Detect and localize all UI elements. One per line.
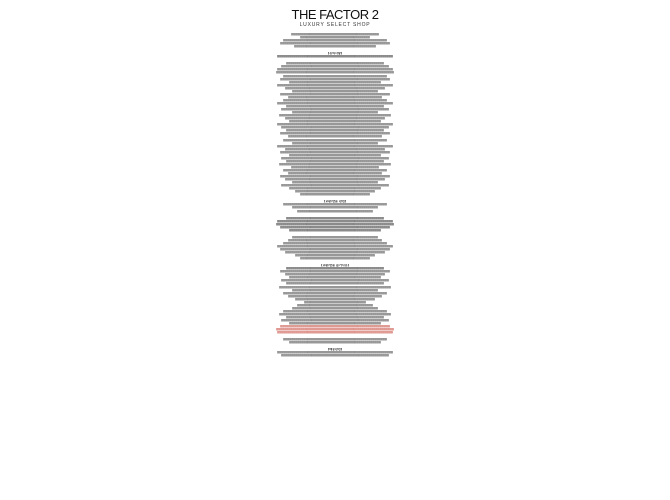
notice-line: ▒▒▒▒▒▒▒▒▒▒▒▒▒▒▒▒▒▒▒▒▒▒▒▒▒▒▒▒▒▒▒▒▒▒▒▒▒▒▒▒▒▒▒▒▒▒▒▒▒▒▒▒ bbox=[283, 338, 387, 342]
notice-line: ▒▒▒▒▒▒▒▒▒▒▒▒▒▒▒▒▒▒▒▒▒▒▒▒▒▒▒▒▒▒▒▒▒▒▒▒▒▒▒▒▒▒▒▒▒▒▒▒▒▒▒▒▒▒ bbox=[281, 108, 389, 112]
section-heading: [교환/반품 관련] bbox=[323, 200, 347, 204]
notice-text-block bbox=[228, 33, 442, 498]
notice-line: ▒▒▒▒▒▒▒▒▒▒▒▒▒▒▒▒▒▒▒▒▒▒▒▒▒▒▒▒▒▒▒▒▒▒▒▒▒▒▒▒▒▒▒▒▒▒▒▒▒▒▒▒▒▒ bbox=[281, 126, 389, 130]
notice-line: ▒▒▒▒▒▒▒▒▒▒▒▒▒▒▒▒▒▒▒▒▒▒▒▒▒▒▒▒▒▒▒▒▒▒▒▒▒▒▒▒▒▒▒▒▒▒▒▒▒▒▒▒▒▒▒▒ bbox=[279, 114, 391, 118]
notice-line: ▒▒▒▒▒▒▒▒▒▒▒▒▒▒▒▒▒▒▒▒▒▒▒▒▒▒▒▒▒▒▒▒▒▒▒▒▒▒▒▒▒▒▒▒▒▒▒▒▒▒▒▒▒▒▒▒▒▒▒ bbox=[276, 71, 394, 75]
notice-line: ▒▒▒▒▒▒▒▒▒▒▒▒▒▒▒▒▒▒▒▒▒▒▒▒▒▒▒▒▒▒▒▒▒▒▒▒▒▒▒▒▒▒▒▒▒▒▒▒▒▒▒▒▒▒▒▒▒▒ bbox=[277, 144, 393, 148]
notice-line: ▒▒▒▒▒▒▒▒▒▒▒▒▒▒▒▒▒▒▒▒▒▒▒▒▒▒▒▒▒▒▒▒▒▒▒▒▒▒▒▒▒▒▒▒▒▒▒▒▒ bbox=[286, 104, 384, 108]
notice-line: ▒▒▒▒▒▒▒▒▒▒▒▒▒▒▒▒▒▒▒▒▒▒▒▒▒▒▒▒▒▒▒▒▒▒▒▒▒▒▒▒▒▒▒▒▒▒▒▒▒▒▒▒▒▒▒▒▒▒ bbox=[277, 123, 393, 127]
notice-line: ▒▒▒▒▒▒▒▒▒▒▒▒▒▒▒▒▒▒▒▒▒▒▒▒▒▒▒▒▒▒▒▒▒▒▒▒▒▒▒▒▒▒▒▒▒▒▒▒▒▒▒▒▒▒▒▒ bbox=[279, 162, 391, 166]
notice-line: ▒▒▒▒▒▒▒▒▒▒▒▒▒▒▒▒▒▒▒▒▒▒▒▒▒▒▒▒▒▒▒▒▒▒▒▒▒▒▒▒▒▒▒▒▒▒▒▒▒▒▒▒▒▒▒▒▒▒ bbox=[277, 83, 393, 87]
notice-line: ▒▒▒▒▒▒▒▒▒▒▒▒▒▒▒▒▒▒▒▒▒▒▒▒▒▒▒▒▒▒▒▒▒▒▒▒▒▒▒▒▒▒▒▒▒▒▒▒▒▒▒▒ bbox=[283, 138, 387, 142]
notice-line: ▒▒▒▒▒▒▒▒▒▒▒▒▒▒▒▒▒▒▒▒▒▒▒▒▒▒▒▒▒▒▒▒▒▒▒▒▒▒▒▒▒▒▒▒▒▒▒▒▒▒▒▒▒▒▒ bbox=[280, 248, 390, 251]
brand-title: THE FACTOR 2 bbox=[291, 7, 379, 22]
notice-line: ▒▒▒▒▒▒▒▒▒▒▒▒▒▒▒▒▒▒▒▒▒▒▒▒▒▒▒▒▒▒▒▒▒▒▒▒▒▒▒▒▒▒▒▒▒▒▒▒▒▒▒▒▒▒ bbox=[281, 319, 389, 323]
notice-line: ▒▒▒▒▒▒▒▒▒▒▒▒▒▒▒▒▒▒▒▒▒▒▒▒▒▒▒▒▒▒▒▒▒▒▒▒▒▒▒▒▒▒▒▒▒▒▒ bbox=[288, 95, 382, 99]
notice-line: ▒▒▒▒▒▒▒▒▒▒▒▒▒▒▒▒▒▒▒▒▒▒▒▒▒▒▒▒▒▒▒▒▒▒▒▒▒▒▒▒▒▒▒▒▒▒▒▒▒▒▒▒▒▒▒ bbox=[280, 175, 390, 179]
notice-line: ▒▒▒▒▒▒▒▒▒▒▒▒▒▒▒▒▒▒▒▒▒▒▒▒▒▒▒▒▒▒▒▒▒▒▒▒▒▒▒▒▒▒▒▒ bbox=[291, 33, 379, 36]
notice-line: ▒▒▒▒▒▒▒▒▒▒▒▒▒▒▒▒▒▒▒▒▒▒▒▒▒▒▒▒▒▒▒▒▒▒▒▒▒▒▒▒▒▒▒▒▒▒▒▒▒▒▒▒ bbox=[283, 98, 387, 102]
notice-line: ▒▒▒▒▒▒▒▒▒▒▒▒▒▒▒▒▒▒▒▒▒▒▒▒▒▒▒▒▒▒▒▒▒▒▒▒▒▒▒▒▒▒▒▒▒▒▒▒▒ bbox=[286, 159, 384, 163]
notice-line: ▒▒▒▒▒▒▒▒▒▒▒▒▒▒▒▒▒▒▒▒▒▒▒▒▒▒▒▒▒▒▒▒▒▒▒▒▒▒▒▒▒▒▒▒▒▒▒ bbox=[288, 172, 382, 176]
brand-subtitle: LUXURY SELECT SHOP bbox=[299, 22, 371, 28]
notice-line: ▒▒▒▒▒▒▒▒▒▒▒▒▒▒▒▒▒▒▒▒▒▒▒▒▒▒▒▒▒▒▒▒▒▒▒▒▒▒▒▒▒▒▒▒▒▒▒▒▒▒ bbox=[285, 86, 385, 90]
notice-line: ▒▒▒▒▒▒▒▒▒▒▒▒▒▒▒▒▒▒▒▒▒▒▒▒▒▒▒▒▒▒▒▒▒▒▒▒▒▒▒▒▒▒▒ bbox=[292, 306, 378, 310]
notice-line: ▒▒▒▒▒▒▒▒▒▒▒▒▒▒▒▒▒▒▒▒▒▒▒▒▒▒▒▒▒▒▒▒▒▒▒▒▒▒▒▒▒▒▒▒▒▒▒ bbox=[288, 238, 382, 242]
notice-line: ▒▒▒▒▒▒▒▒▒▒▒▒▒▒▒▒▒▒▒▒▒▒▒▒▒▒▒▒▒▒▒▒▒▒▒▒▒▒▒▒▒▒▒ bbox=[292, 206, 378, 210]
notice-line: ▒▒▒▒▒▒▒▒▒▒▒▒▒▒▒▒▒▒▒▒▒▒▒▒▒▒▒▒▒▒▒▒▒▒▒▒▒▒▒▒ bbox=[295, 297, 375, 301]
notice-line: ▒▒▒▒▒▒▒▒▒▒▒▒▒▒▒▒▒▒▒▒▒▒▒▒▒▒▒▒▒▒▒▒▒▒▒▒▒▒▒▒▒▒▒▒▒▒▒▒▒▒▒▒ bbox=[283, 203, 387, 207]
notice-line: ▒▒▒▒▒▒▒▒▒▒▒▒▒▒▒▒▒▒▒▒▒▒▒▒▒▒▒▒▒▒▒▒▒▒▒▒▒▒▒▒▒▒▒▒▒▒▒▒▒▒▒▒▒▒▒▒▒▒ bbox=[277, 351, 393, 355]
notice-line: ▒▒▒▒▒▒▒▒▒▒▒▒▒▒▒▒▒▒▒▒▒▒▒▒▒▒▒▒▒▒▒▒▒▒▒▒▒▒▒▒▒▒▒ bbox=[292, 181, 378, 185]
notice-line: ▒▒▒▒▒▒▒▒▒▒▒▒▒▒▒▒▒▒▒▒▒▒▒▒▒▒▒▒▒▒▒▒▒▒▒▒▒▒ bbox=[297, 303, 373, 307]
notice-line: ▒▒▒▒▒▒▒▒▒▒▒▒▒▒▒▒▒▒▒▒▒▒▒▒▒▒▒▒▒▒▒▒▒▒▒▒▒▒▒▒▒▒▒▒▒▒ bbox=[289, 276, 381, 280]
notice-line: ▒▒▒▒▒▒▒▒▒▒▒▒▒▒▒▒▒▒▒▒▒▒▒▒▒▒▒▒▒▒▒▒▒▒▒▒▒▒▒▒▒▒▒▒▒▒▒▒▒▒▒▒▒▒▒ bbox=[280, 92, 390, 96]
section-heading: [배송관련] bbox=[327, 348, 343, 352]
notice-line: ▒▒▒▒▒▒▒▒▒▒▒▒▒▒▒▒▒▒▒▒▒▒▒▒▒▒▒▒▒▒▒▒▒▒▒▒▒▒▒▒▒▒▒▒▒▒▒ bbox=[288, 294, 382, 298]
notice-line: ▒▒▒▒▒▒▒▒▒▒▒▒▒▒▒▒▒▒▒▒▒▒▒▒▒▒▒▒▒▒▒▒▒▒▒ bbox=[300, 257, 370, 261]
notice-line: ▒▒▒▒▒▒▒▒▒▒▒▒▒▒▒▒▒▒▒▒▒▒▒▒▒▒▒▒▒▒▒▒▒▒▒▒▒▒▒▒▒▒▒▒▒▒▒▒▒▒▒▒▒▒▒ bbox=[280, 150, 390, 154]
notice-line: ▒▒▒▒▒▒▒▒▒▒▒▒▒▒▒▒▒▒▒▒▒▒▒▒▒▒▒▒▒▒▒▒▒▒▒▒▒▒ bbox=[297, 209, 373, 213]
notice-line: ▒▒▒▒▒▒▒▒▒▒▒▒▒▒▒▒▒▒▒▒▒▒▒▒▒▒▒▒▒▒▒▒▒▒▒▒▒▒▒▒▒▒▒▒▒▒▒▒▒▒▒▒ bbox=[283, 168, 387, 172]
notice-line: ▒▒▒▒▒▒▒▒▒▒▒▒▒▒▒▒▒▒▒▒▒▒▒▒▒▒▒▒▒▒▒▒▒▒▒▒▒▒▒▒▒▒▒▒▒▒ bbox=[289, 80, 381, 84]
notice-line: ▒▒▒▒▒▒▒▒▒▒▒▒▒▒▒▒▒▒▒▒▒▒▒▒▒▒▒▒▒▒▒▒▒▒▒▒▒▒▒▒▒▒▒▒▒▒▒▒▒▒▒▒▒▒▒▒▒▒ bbox=[277, 55, 393, 59]
notice-line: ▒▒▒▒▒▒▒▒▒▒▒▒▒▒▒▒▒▒▒▒▒▒▒▒▒▒▒▒▒▒▒▒▒▒▒▒▒▒▒▒▒▒▒▒▒▒▒▒▒▒▒▒▒▒▒▒▒▒ bbox=[277, 244, 393, 248]
notice-line: ▒▒▒▒▒▒▒▒▒▒▒▒▒▒▒▒▒▒▒▒▒▒▒▒▒▒▒▒▒▒▒▒▒▒▒▒▒▒▒▒▒▒▒▒▒▒▒▒▒▒▒▒ bbox=[283, 309, 387, 313]
notice-line: ▒▒▒▒▒▒▒▒▒▒▒▒▒▒▒▒▒▒▒▒▒▒▒▒▒▒▒▒▒▒▒▒▒▒▒▒▒▒▒▒▒▒▒▒▒▒ bbox=[289, 187, 381, 191]
notice-line: ▒▒▒▒▒▒▒▒▒▒▒▒▒▒▒▒▒▒▒▒▒▒▒▒▒▒▒▒▒▒▒▒▒▒▒▒▒▒▒▒▒▒▒▒▒▒▒▒▒ bbox=[286, 282, 384, 286]
notice-line: ▒▒▒▒▒▒▒▒▒▒▒▒▒▒▒▒▒▒▒▒▒▒▒▒▒▒▒▒▒▒▒▒▒▒▒▒▒▒▒▒▒▒▒▒▒▒▒▒▒▒▒▒▒▒▒ bbox=[280, 270, 390, 274]
notice-line: ▒▒▒▒▒▒▒▒▒▒▒▒▒▒▒▒▒▒▒▒▒▒▒▒▒▒▒▒▒▒▒▒▒▒▒▒▒▒▒▒▒▒▒▒▒▒▒▒▒▒▒▒▒▒ bbox=[281, 354, 389, 358]
notice-line: ▒▒▒▒▒▒▒▒▒▒▒▒▒▒▒▒▒▒▒▒▒▒▒▒▒▒▒▒▒▒▒▒▒▒▒▒▒▒▒▒▒▒▒▒▒▒▒ bbox=[288, 135, 382, 139]
notice-line: ▒▒▒▒▒▒▒▒▒▒▒▒▒▒▒▒▒▒▒▒▒▒▒▒▒▒▒▒▒▒▒▒▒▒▒▒▒▒▒▒▒▒▒▒▒▒ bbox=[289, 228, 381, 232]
notice-line: ▒▒▒▒▒▒▒▒▒▒▒▒▒▒▒▒▒▒▒▒▒▒▒▒▒▒▒▒▒▒▒▒▒▒▒▒▒▒▒▒▒▒▒ bbox=[292, 141, 378, 145]
notice-line: ▒▒▒▒▒▒▒▒▒▒▒▒▒▒▒▒▒▒▒▒▒▒▒▒▒▒▒▒▒▒▒▒▒▒▒▒▒▒▒▒ bbox=[295, 190, 375, 194]
notice-line: ▒▒▒▒▒▒▒▒▒▒▒▒▒▒▒▒▒▒▒▒▒▒▒▒▒▒▒▒▒▒▒▒▒▒▒▒▒▒▒▒▒▒▒▒▒▒▒▒▒▒▒▒▒▒▒ bbox=[280, 225, 390, 229]
notice-line: ▒▒▒▒▒▒▒▒▒▒▒▒▒▒▒▒▒▒▒▒▒▒▒▒▒▒▒▒▒▒▒▒▒▒▒▒▒▒▒▒▒▒▒▒▒▒ bbox=[289, 322, 381, 326]
notice-line: ▒▒▒▒▒▒▒▒▒▒▒▒▒▒▒▒▒▒▒▒▒▒▒▒▒▒▒▒▒▒▒▒▒▒▒▒▒▒▒▒▒▒▒▒▒▒▒▒▒ bbox=[286, 129, 384, 133]
notice-line: ▒▒▒▒▒▒▒▒▒▒▒▒▒▒▒▒▒▒▒▒▒▒▒▒▒▒▒▒▒▒▒▒▒▒▒▒▒▒▒▒▒▒▒▒▒▒▒▒▒▒▒▒▒▒▒ bbox=[280, 132, 390, 136]
notice-line: ▒▒▒▒▒▒▒▒▒▒▒▒▒▒▒▒▒▒▒▒▒▒▒▒▒▒▒▒▒▒▒▒▒▒▒▒▒▒▒▒▒▒▒▒ bbox=[291, 165, 379, 169]
notice-line: ▒▒▒▒▒▒▒▒▒▒▒▒▒▒▒▒▒▒▒▒▒▒▒▒▒▒▒▒▒▒▒▒▒▒▒▒▒▒▒▒▒▒▒▒▒▒▒▒▒ bbox=[286, 315, 384, 319]
notice-line: ▒▒▒▒▒▒▒▒▒▒▒▒▒▒▒▒▒▒▒▒▒▒▒▒▒▒▒▒▒▒▒▒▒▒▒▒▒▒▒▒▒▒▒▒▒▒▒▒▒ bbox=[286, 267, 384, 271]
notice-line: ▒▒▒▒▒▒▒▒▒▒▒▒▒▒▒▒▒▒▒▒▒▒▒▒▒▒▒▒▒▒▒▒▒▒▒▒▒▒▒▒ bbox=[295, 254, 375, 258]
notice-line: ▒▒▒▒▒▒▒▒▒▒▒▒▒▒▒▒▒▒▒▒▒▒▒▒▒▒▒▒▒▒▒▒▒▒▒▒▒▒▒▒▒▒▒▒▒▒▒▒▒▒ bbox=[285, 178, 385, 182]
notice-line: ▒▒▒▒▒▒▒▒▒▒▒▒▒▒▒▒▒▒▒▒▒▒▒▒▒▒▒▒▒▒▒▒▒▒▒▒▒▒▒▒▒▒▒▒▒▒▒▒▒▒▒▒ bbox=[283, 241, 387, 245]
notice-line: ▒▒▒▒▒▒▒▒▒▒▒▒▒▒▒▒▒▒▒▒▒▒▒▒▒▒▒▒▒▒▒▒▒▒▒▒▒▒▒▒▒▒▒▒▒▒ bbox=[289, 341, 381, 345]
notice-line: ▒▒▒▒▒▒▒▒▒▒▒▒▒▒▒▒▒▒▒▒▒▒▒▒▒▒▒▒▒▒▒▒▒▒▒▒▒▒▒▒▒ bbox=[294, 45, 376, 49]
notice-line: ▒▒▒▒▒▒▒▒▒▒▒▒▒▒▒▒▒▒▒▒▒▒▒▒▒▒▒▒▒▒▒▒▒▒▒▒▒▒▒▒▒▒▒▒▒▒▒▒▒▒▒▒▒▒▒▒▒▒▒ bbox=[276, 222, 394, 226]
notice-line: ▒▒▒▒▒▒▒▒▒▒▒▒▒▒▒▒▒▒▒▒▒▒▒▒▒▒▒▒▒▒▒▒▒▒▒▒▒▒▒▒▒▒▒ bbox=[292, 111, 378, 115]
notice-line: ▒▒▒▒▒▒▒▒▒▒▒▒▒▒▒▒▒▒▒▒▒▒▒▒▒▒▒▒▒▒▒▒▒▒▒▒▒▒▒▒▒▒▒▒▒▒ bbox=[289, 153, 381, 157]
notice-line: ▒▒▒▒▒▒▒▒▒▒▒▒▒▒▒▒▒▒▒▒▒▒▒▒▒▒▒▒▒▒▒▒▒▒▒▒▒▒▒▒▒▒▒▒▒▒▒▒▒▒▒▒ bbox=[283, 74, 387, 78]
notice-line: ▒▒▒▒▒▒▒▒▒▒▒▒▒▒▒▒▒▒▒▒▒▒▒▒▒▒▒▒▒▒▒▒▒▒▒▒▒▒▒▒▒▒▒▒▒▒▒▒▒▒▒▒▒▒▒ bbox=[280, 77, 390, 81]
notice-line: ▒▒▒▒▒▒▒▒▒▒▒▒▒▒▒▒▒▒▒▒▒▒▒▒▒▒▒▒▒▒▒▒▒▒▒▒▒▒▒▒▒▒▒▒▒▒▒▒▒▒▒▒ bbox=[283, 39, 387, 43]
notice-line-red: ▒▒▒▒▒▒▒▒▒▒▒▒▒▒▒▒▒▒▒▒▒▒▒▒▒▒▒▒▒▒▒▒▒▒▒▒▒▒▒▒▒▒▒▒▒▒▒▒▒▒▒▒▒▒▒▒▒▒▒ bbox=[276, 328, 394, 332]
notice-line: ▒▒▒▒▒▒▒▒▒▒▒▒▒▒▒▒▒▒▒▒▒▒▒▒▒▒▒▒▒▒▒▒▒▒▒▒▒▒▒▒▒▒▒▒▒▒▒▒▒ bbox=[286, 216, 384, 220]
notice-line: ▒▒▒▒▒▒▒▒▒▒▒▒▒▒▒▒▒▒▒▒▒▒▒▒▒▒▒▒▒▒▒▒▒▒▒▒▒▒▒▒▒▒▒▒▒▒▒▒▒▒▒▒▒▒ bbox=[281, 279, 389, 283]
notice-line: ▒▒▒▒▒▒▒▒▒▒▒▒▒▒▒▒▒▒▒▒▒▒▒▒▒▒▒▒▒▒▒▒▒▒▒▒▒▒▒▒▒▒▒ bbox=[292, 288, 378, 292]
notice-line: ▒▒▒▒▒▒▒▒▒▒▒▒▒▒▒▒▒▒▒▒▒▒▒▒▒▒▒▒▒▒▒▒▒▒▒▒▒▒▒▒▒▒▒▒▒▒▒▒▒▒▒▒▒▒▒▒▒▒ bbox=[277, 219, 393, 223]
notice-line: ▒▒▒▒▒▒▒▒▒▒▒▒▒▒▒▒▒▒▒▒▒▒▒▒▒▒▒▒▒▒▒▒▒▒▒▒▒▒▒▒▒▒▒▒▒▒▒▒▒▒▒▒▒▒ bbox=[281, 156, 389, 160]
notice-line: ▒▒▒▒▒▒▒▒▒▒▒▒▒▒▒▒▒▒▒▒▒▒▒▒▒▒▒▒▒▒▒▒▒▒▒▒▒▒▒▒▒▒▒▒▒▒▒▒▒ bbox=[286, 62, 384, 66]
notice-line: ▒▒▒▒▒▒▒▒▒▒▒▒▒▒▒▒▒▒▒▒▒▒▒▒▒▒▒▒▒▒▒▒▒▒▒▒▒▒▒▒▒▒▒▒▒▒▒▒▒▒ bbox=[285, 251, 385, 255]
section-heading: [교환/반품 불가사유] bbox=[320, 264, 350, 268]
notice-line-red: ▒▒▒▒▒▒▒▒▒▒▒▒▒▒▒▒▒▒▒▒▒▒▒▒▒▒▒▒▒▒▒▒▒▒▒▒▒▒▒▒▒▒▒▒▒▒▒▒▒▒▒▒▒▒▒ bbox=[280, 325, 390, 329]
notice-line: ▒▒▒▒▒▒▒▒▒▒▒▒▒▒▒▒▒▒▒▒▒▒▒▒▒▒▒▒▒▒▒▒▒▒▒ bbox=[300, 193, 370, 197]
notice-line: ▒▒▒▒▒▒▒▒▒▒▒▒▒▒▒▒▒▒▒▒▒▒▒▒▒▒▒▒▒▒▒▒▒▒▒▒▒▒▒▒▒▒▒ bbox=[292, 89, 378, 93]
notice-line: ▒▒▒▒▒▒▒▒▒▒▒▒▒▒▒▒▒▒▒▒▒▒▒▒▒▒▒▒▒▒▒▒▒▒▒▒▒▒▒▒▒▒▒▒▒▒▒▒▒▒▒▒▒▒▒▒▒▒ bbox=[277, 68, 393, 72]
notice-line: ▒▒▒▒▒▒▒▒▒▒▒▒▒▒▒▒▒▒▒▒▒▒▒▒▒▒▒▒▒▒▒▒▒▒▒▒▒▒▒▒▒▒▒▒▒▒▒▒▒▒▒▒▒▒▒▒ bbox=[279, 312, 391, 316]
notice-line-red: ▒▒▒▒▒▒▒▒▒▒▒▒▒▒▒▒▒▒▒▒▒▒▒▒▒▒▒▒▒▒▒▒▒▒▒▒▒▒▒▒▒▒▒▒▒▒▒▒▒▒▒▒▒▒▒▒▒▒ bbox=[277, 331, 393, 335]
notice-line: ▒▒▒▒▒▒▒▒▒▒▒▒▒▒▒▒▒▒▒▒▒▒▒▒▒▒▒▒▒▒▒▒▒▒▒▒▒▒▒▒▒▒▒▒▒▒▒▒▒▒▒▒▒▒▒ bbox=[280, 42, 390, 46]
notice-line: ▒▒▒▒▒▒▒▒▒▒▒▒▒▒▒▒▒▒▒▒▒▒▒▒▒▒▒▒▒▒▒▒▒▒▒▒▒▒▒▒▒▒▒▒▒▒▒▒▒▒▒▒▒▒▒▒ bbox=[279, 285, 391, 289]
notice-line: ▒▒▒▒▒▒▒▒▒▒▒▒▒▒▒▒▒▒▒▒▒▒▒▒▒▒▒▒▒▒▒▒▒▒▒▒▒▒▒▒▒▒▒▒▒▒▒▒▒▒▒▒ bbox=[283, 291, 387, 295]
notice-line: ▒▒▒▒▒▒▒▒▒▒▒▒▒▒▒▒▒▒▒▒▒▒▒▒▒▒▒▒▒▒▒▒▒▒▒▒▒▒▒▒▒▒▒▒▒▒▒▒▒▒ bbox=[285, 117, 385, 121]
notice-line: ▒▒▒▒▒▒▒▒▒▒▒▒▒▒▒▒▒▒▒▒▒▒▒▒▒▒▒▒▒▒▒▒▒▒▒▒▒▒▒▒▒▒▒▒▒▒▒▒▒▒ bbox=[285, 273, 385, 277]
notice-line: ▒▒▒▒▒▒▒▒▒▒▒▒▒▒▒▒▒▒▒▒▒▒▒▒▒▒▒▒▒▒▒▒▒▒▒▒▒▒▒▒▒▒▒ bbox=[292, 235, 378, 239]
notice-line: ▒▒▒▒▒▒▒▒▒▒▒▒▒▒▒▒▒▒▒▒▒▒▒▒▒▒▒▒▒▒▒▒▒▒▒▒▒▒▒▒▒▒▒▒▒▒▒▒▒▒ bbox=[285, 147, 385, 151]
notice-line: ▒▒▒▒▒▒▒▒▒▒▒▒▒▒▒▒▒▒▒▒▒▒▒▒▒▒▒▒▒▒▒▒▒▒▒▒▒▒▒▒▒▒▒▒▒▒▒▒▒▒▒▒▒▒▒▒▒▒ bbox=[277, 101, 393, 105]
notice-line: ▒▒▒▒▒▒▒▒▒▒▒▒▒▒▒▒▒▒▒▒▒▒▒▒▒▒▒▒▒▒▒▒▒▒▒▒▒▒▒▒▒▒▒▒▒▒▒▒▒▒▒▒▒▒ bbox=[281, 65, 389, 69]
notice-line: ▒▒▒▒▒▒▒▒▒▒▒▒▒▒▒▒▒▒▒▒▒▒▒▒▒▒▒▒▒▒▒ bbox=[304, 300, 366, 304]
section-heading: [유의사항] bbox=[327, 52, 343, 56]
notice-line: ▒▒▒▒▒▒▒▒▒▒▒▒▒▒▒▒▒▒▒▒▒▒▒▒▒▒▒▒▒▒▒▒▒▒▒▒▒▒▒▒▒▒▒▒▒▒ bbox=[289, 120, 381, 124]
notice-line: ▒▒▒▒▒▒▒▒▒▒▒▒▒▒▒▒▒▒▒▒▒▒▒▒▒▒▒▒▒▒▒▒▒▒▒ bbox=[300, 36, 370, 40]
notice-line: ▒▒▒▒▒▒▒▒▒▒▒▒▒▒▒▒▒▒▒▒▒▒▒▒▒▒▒▒▒▒▒▒▒▒▒▒▒▒▒▒▒▒▒▒▒▒▒▒▒▒▒▒▒▒ bbox=[281, 184, 389, 188]
